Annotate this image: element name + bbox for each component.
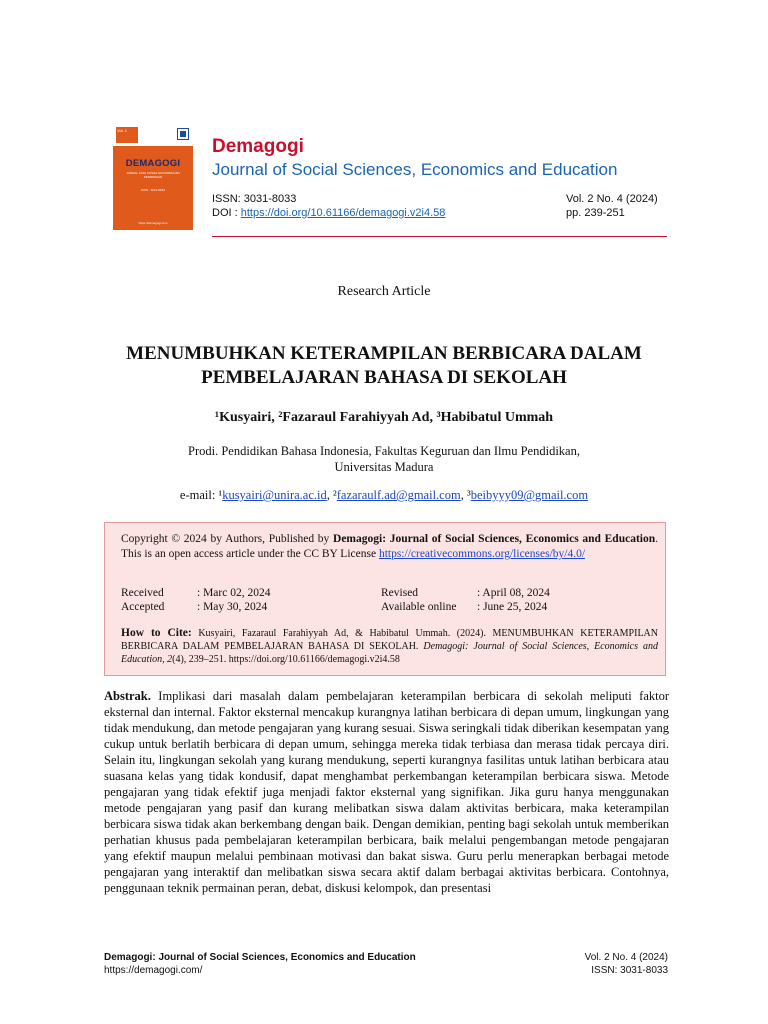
email-separator-2: , ³ [460,488,471,502]
email-link-1[interactable]: kusyairi@unira.ac.id [222,488,327,502]
article-title-line1: MENUMBUHKAN KETERAMPILAN BERBICARA DALAM [126,343,642,364]
email-label: e-mail: ¹ [179,488,223,502]
cite-tail: (4), 239–251. https://doi.org/10.61166/demagogi.v2i4.58 [172,654,400,665]
cover-subtitle: JURNAL ILMU SOSIAL EKONOMI DAN PENDIDIKAN [126,171,180,179]
article-title [100,342,668,390]
available-online-label: Available online [381,601,457,613]
journal-name: Demagogi [212,136,304,157]
received-value: : Marc 02, 2024 [197,587,271,599]
cover-footer: https://demagogi.com [138,221,168,225]
email-link-2[interactable]: fazaraulf.ad@gmail.com [336,488,461,502]
author-affiliation [100,443,668,475]
copyright-prefix: Copyright © 2024 by Authors, Published by [121,533,334,545]
journal-subtitle: Journal of Social Sciences, Economics and Education [212,160,618,179]
copyright-notice [121,532,658,562]
license-link[interactable]: https://creativecommons.org/licenses/by/4.0/ [378,548,586,560]
email-link-3[interactable]: beibyyy09@gmail.com [470,488,589,502]
article-authors: ¹Kusyairi, ²Fazaraul Farahiyyah Ad, ³Habibatul Ummah [214,410,554,425]
available-online-value: : June 25, 2024 [477,601,548,613]
header-issn: ISSN: 3031-8033 [212,193,297,205]
article-type: Research Article [337,284,431,299]
accepted-label: Accepted [121,601,165,613]
journal-cover-image [113,124,193,230]
email-separator-1: , ² [326,488,337,502]
cover-volume-label: Vol. 1 [116,127,138,143]
footer-volume: Vol. 2 No. 4 (2024) [584,952,668,963]
footer-issn: ISSN: 3031-8033 [591,965,668,976]
cover-issn: ISSN : 3031-8033 [141,188,165,192]
header-pages: pp. 239-251 [566,207,625,219]
article-info-box [104,522,666,676]
doi-label: DOI : [212,207,241,219]
doi-link[interactable]: https://doi.org/10.61166/demagogi.v2i4.58 [240,207,446,219]
cite-text: Kusyairi, Fazaraul Farahiyyah Ad, & Habibatul Ummah. (2024). MENUMBUHKAN KETERAMPILAN BERBICARA DALAM PEMBELAJARAN BAHASA DI SEKOLAH. [121,628,658,652]
footer-volume-info [585,951,668,977]
affiliation-line2: Universitas Madura [334,460,434,474]
accepted-value: : May 30, 2024 [197,601,268,613]
cite-label: How to Cite: [121,627,192,639]
header-divider [212,236,667,237]
footer-url[interactable]: https://demagogi.com/ [104,965,203,976]
revised-value: : April 08, 2024 [477,587,550,599]
abstract [104,688,669,896]
cover-title: DEMAGOGI [125,158,181,169]
how-to-cite [121,627,658,666]
cover-logo-icon [177,128,189,140]
cite-journal: Demagogi: Journal of Social Sciences, Economics and Education, 2 [121,641,658,665]
copyright-journal: Demagogi: Journal of Social Sciences, Economics and Education [333,533,656,545]
article-title-line2: PEMBELAJARAN BAHASA DI SEKOLAH [201,367,567,388]
footer-journal-info [104,951,416,977]
footer-journal-name: Demagogi: Journal of Social Sciences, Economics and Education [104,952,416,963]
abstract-label: Abstrak. [104,689,151,703]
author-emails [100,488,668,503]
abstract-text: Implikasi dari masalah dalam pembelajaran keterampilan berbicara di sekolah meliputi faktor eksternal dan internal. Faktor eksternal mencakup kurangnya latihan berbicara di depan umum, lingkungan yang tidak mendukung, dan metode pengajaran yang kurang sesuai. Siswa seringkali tidak diberikan kesempatan yang cukup untuk berlatih berbicara di depan umum, sehingga mereka tidak terbiasa dan merasa tidak percaya diri. Selain itu, lingkungan sekolah yang kurang mendukung, seperti kurangnya fasilitas untuk latihan berbicara atau suasana kelas yang tidak kondusif, dapat menghambat perkembangan keterampilan berbicara siswa. Metode pengajaran yang tidak efektif juga menjadi faktor eksternal yang signifikan. Jika guru hanya menggunakan metode pengajaran yang pasif dan kurang melibatkan siswa dalam aktivitas berbicara, maka keterampilan berbicara siswa tidak akan berkembang dengan baik. Dengan demikian, penting bagi sekolah untuk memberikan perhatian khusus pada pembelajaran keterampilan berbicara, baik melalui pengembangan metode pengajaran yang efektif maupun melalui pembinaan motivasi dan bakat siswa. Guru perlu menerapkan berbagai metode pengajaran yang interaktif dan melibatkan siswa secara aktif dalam berbagai aktivitas berbicara. Contohnya, penggunaan teknik permainan peran, debat, diskusi kelompok, dan presentasi [104,689,669,895]
revised-label: Revised [381,587,419,599]
affiliation-line1: Prodi. Pendidikan Bahasa Indonesia, Fakultas Keguruan dan Ilmu Pendidikan, [188,444,580,458]
copyright-suffix: . This is an open access article under the CC BY License [121,533,658,560]
header-doi [212,207,445,219]
header-volume: Vol. 2 No. 4 (2024) [566,193,658,205]
received-label: Received [121,587,164,599]
